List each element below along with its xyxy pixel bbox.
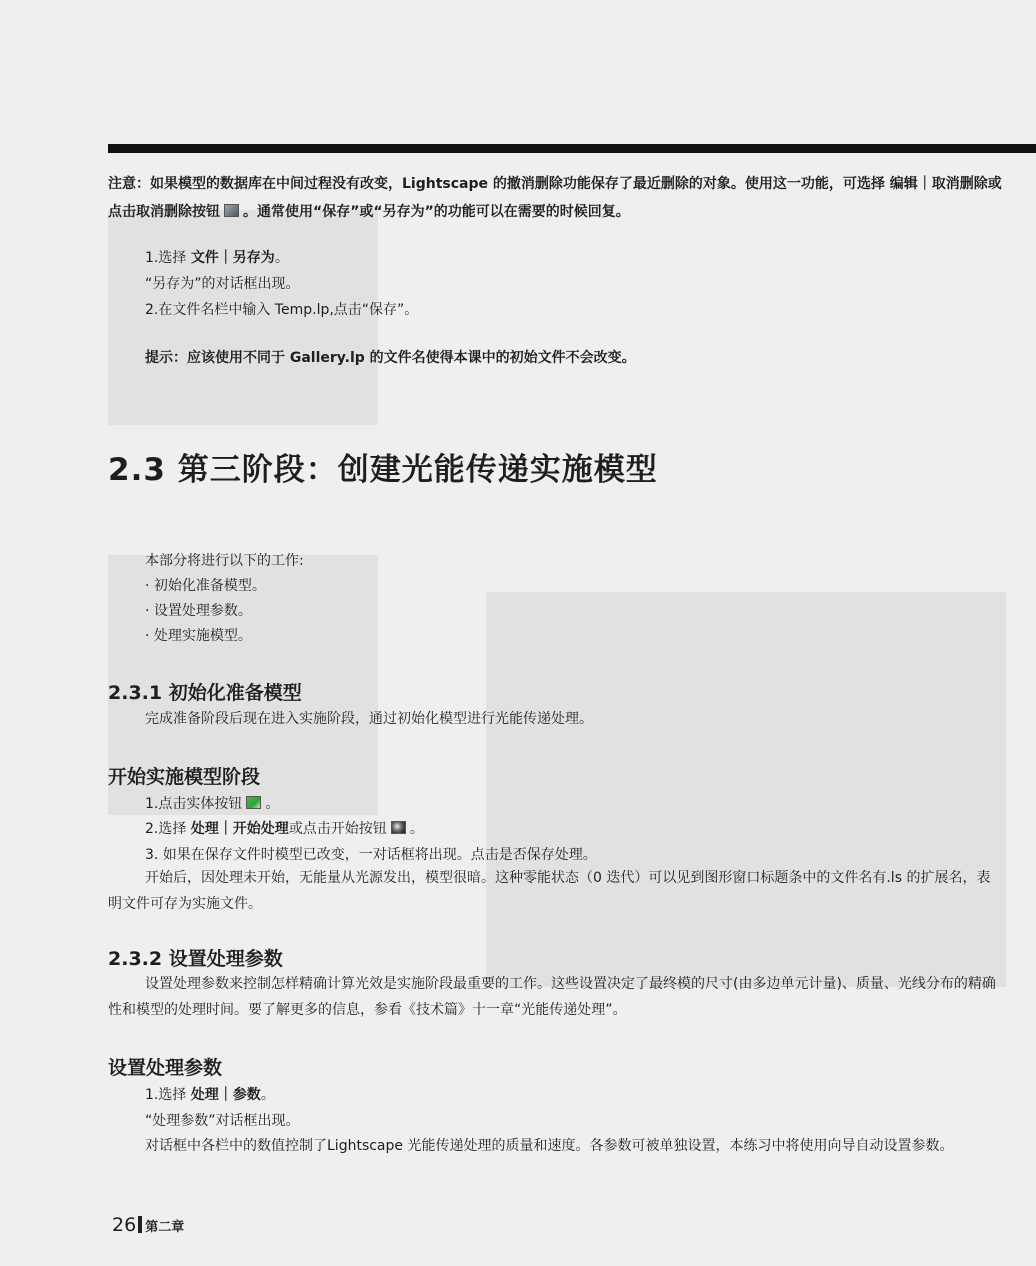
step-text: 。 [274, 250, 289, 266]
heading-set-params: 设置处理参数 [108, 1057, 223, 1079]
note-menu-path: 编辑｜取消删除 [889, 176, 988, 192]
header-rule [108, 144, 1036, 153]
step-click-solid [145, 791, 279, 817]
step-dialog-appears [145, 271, 300, 297]
note-text-1: 如果模型的数据库在中间过程没有改变，Lightscape 的撤消删除功能保存了最近删除的对象。使用这一功能，可选择 [150, 176, 890, 192]
page-number: 26 [112, 1214, 137, 1236]
step-text: 。 [260, 1087, 275, 1103]
step-dialog-appears: “处理参数”对话框出现。 [145, 1113, 300, 1129]
note-text-3: 。通常使用“保存”或“另存为”的功能可以在需要的时候回复。 [243, 204, 630, 220]
step-text: 2.选择 [145, 821, 191, 837]
step-text: 或点击开始按钮 [288, 821, 387, 837]
background-shadow [486, 592, 1006, 987]
start-button-icon [391, 821, 406, 834]
tip-text: 应该使用不同于 Gallery.lp 的文件名使得本课中的初始文件不会改变。 [187, 350, 636, 366]
step-text: 2.在文件名栏中输入 Temp.lp,点击“保存”。 [145, 302, 419, 318]
bullet-item: · 设置处理参数。 [145, 603, 252, 619]
menu-path-process-params: 处理｜参数 [190, 1087, 261, 1103]
body-paragraph: 设置处理参数来控制怎样精确计算光效是实施阶段最重要的工作。这些设置决定了最终模的尺寸(由多边单元计量)、质量、光线分布的精确性和模型的处理时间。要了解更多的信息，参看《技术篇》十一章“光能传递处理”。 [108, 976, 996, 1018]
bullet-item: · 初始化准备模型。 [145, 578, 266, 594]
step-open-params [145, 1082, 275, 1108]
step-text: 1.选择 [145, 1087, 191, 1103]
footer-divider [138, 1216, 142, 1233]
note-label: 注意： [108, 176, 150, 192]
step-text: “另存为”的对话框出现。 [145, 276, 300, 292]
body-paragraph: 对话框中各栏中的数值控制了Lightscape 光能传递处理的质量和速度。各参数可被单独设置，本练习中将使用向导自动设置参数。 [145, 1138, 954, 1154]
intro-text: 本部分将进行以下的工作: [145, 553, 304, 569]
step-text: 。 [265, 796, 280, 812]
chapter-label: 第二章 [145, 1220, 185, 1235]
section-title: 2.3 第三阶段：创建光能传递实施模型 [108, 452, 658, 488]
menu-path-file-save-as: 文件｜另存为 [190, 250, 275, 266]
tip-paragraph [145, 345, 636, 371]
step-save-dialog: 3. 如果在保存文件时模型已改变，一对话框将出现。点击是否保存处理。 [145, 847, 597, 863]
step-text: 1.选择 [145, 250, 191, 266]
undo-delete-icon [224, 204, 239, 217]
note-paragraph [108, 170, 1004, 226]
page-footer [112, 1214, 184, 1236]
body-paragraph: 开始后，因处理未开始，无能量从光源发出，模型很暗。这种零能状态（0 迭代）可以见到图形窗口标题条中的文件名有.ls 的扩展名，表明文件可存为实施文件。 [108, 870, 991, 912]
step-text: 。 [409, 821, 424, 837]
menu-path-process-start: 处理｜开始处理 [190, 821, 289, 837]
bullet-item: · 处理实施模型。 [145, 628, 252, 644]
tip-label: 提示： [145, 350, 187, 366]
solid-button-icon [246, 796, 261, 809]
step-save-as [145, 245, 289, 271]
step-enter-filename [145, 297, 418, 323]
heading-start-phase: 开始实施模型阶段 [108, 766, 261, 788]
step-text: 1.点击实体按钮 [145, 796, 243, 812]
note-text-2: 或点击取消删除按钮 [108, 176, 1002, 220]
subsection-text: 完成准备阶段后现在进入实施阶段，通过初始化模型进行光能传递处理。 [145, 711, 593, 727]
step-start-processing [145, 816, 424, 842]
subsection-title-2-3-1: 2.3.1 初始化准备模型 [108, 682, 302, 704]
subsection-title-2-3-2: 2.3.2 设置处理参数 [108, 948, 283, 970]
